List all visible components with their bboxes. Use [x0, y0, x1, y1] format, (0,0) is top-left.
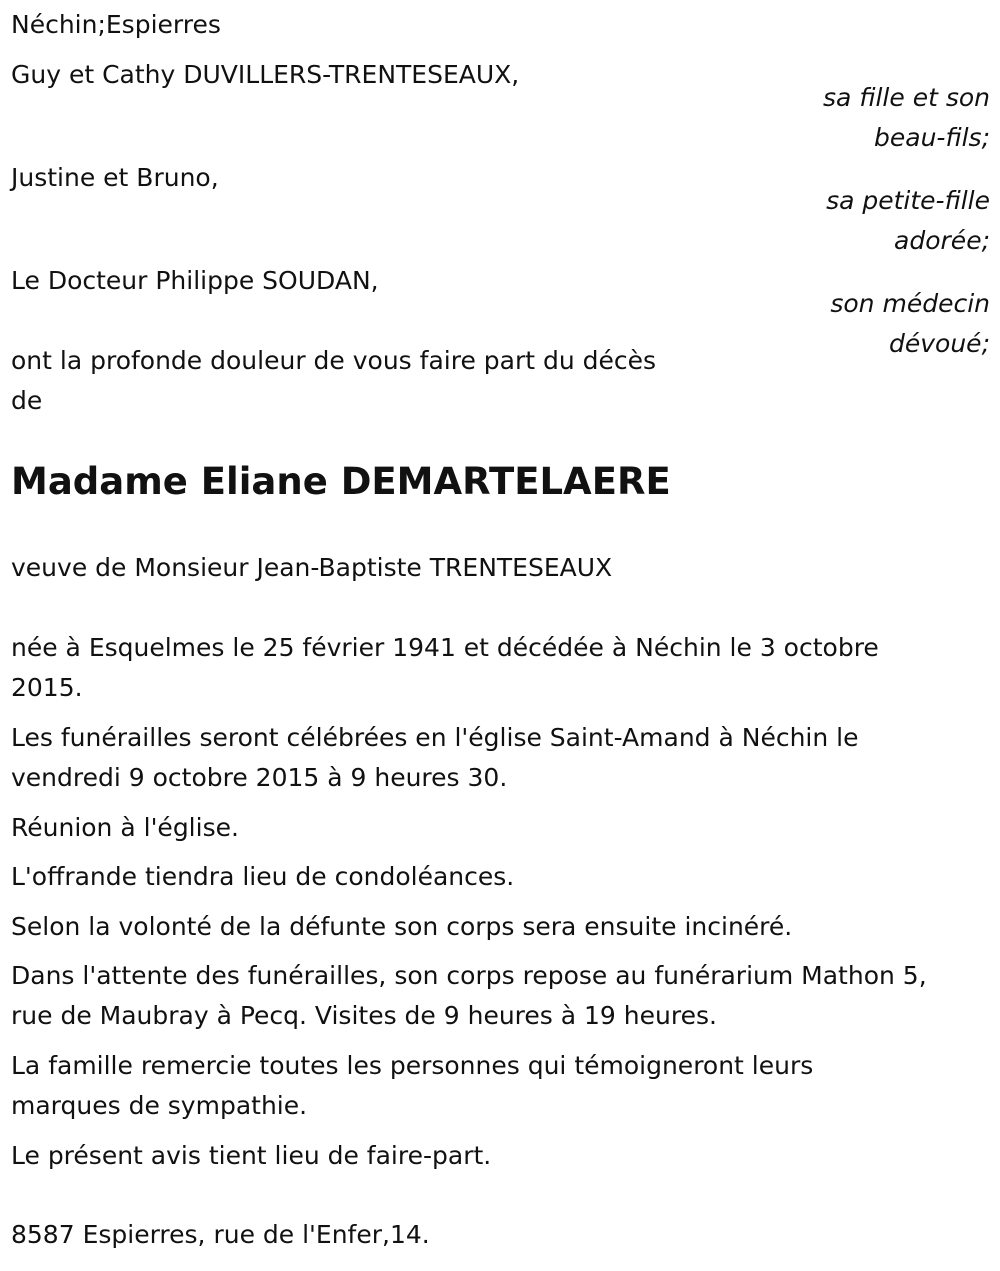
cremation-info: Selon la volonté de la défunte son corps sera ensuite incinéré.	[11, 912, 793, 941]
family-member-relation	[730, 284, 990, 364]
announcement-line: de	[11, 386, 43, 415]
deceased-name: Madame Eliane DEMARTELAERE	[11, 460, 671, 503]
resting-place-info	[11, 956, 986, 1036]
relation-line: beau-fils;	[874, 123, 990, 152]
text-line: née à Esquelmes le 25 février 1941 et décédée à Néchin le 3 octobre	[11, 633, 879, 662]
text-line: rue de Maubray à Pecq. Visites de 9 heures à 19 heures.	[11, 1001, 717, 1030]
location-header: Néchin;Espierres	[11, 10, 221, 39]
text-line: Dans l'attente des funérailles, son corps repose au funérarium Mathon 5,	[11, 961, 927, 990]
text-line: vendredi 9 octobre 2015 à 9 heures 30.	[11, 763, 508, 792]
relation-line: sa fille et son	[823, 83, 990, 112]
text-line: La famille remercie toutes les personnes qui témoigneront leurs	[11, 1051, 814, 1080]
offering-info: L'offrande tiendra lieu de condoléances.	[11, 862, 515, 891]
announcement-line: ont la profonde douleur de vous faire part du décès	[11, 346, 657, 375]
family-member-name: Guy et Cathy DUVILLERS-TRENTESEAUX,	[11, 60, 520, 89]
relation-line: sa petite-fille	[826, 186, 990, 215]
funeral-info	[11, 718, 986, 798]
relation-line: adorée;	[894, 226, 990, 255]
family-member-relation	[730, 78, 990, 158]
family-member-name: Justine et Bruno,	[11, 163, 219, 192]
text-line: 2015.	[11, 673, 83, 702]
relation-line: son médecin	[830, 289, 990, 318]
meeting-info: Réunion à l'église.	[11, 813, 239, 842]
text-line: marques de sympathie.	[11, 1091, 308, 1120]
text-line: Les funérailles seront célébrées en l'église Saint-Amand à Néchin le	[11, 723, 859, 752]
address: 8587 Espierres, rue de l'Enfer,14.	[11, 1220, 430, 1249]
thanks-info	[11, 1046, 986, 1126]
announcement-text	[11, 341, 656, 421]
family-member-relation	[730, 181, 990, 261]
birth-death-info	[11, 628, 986, 708]
notice-text: Le présent avis tient lieu de faire-part.	[11, 1141, 492, 1170]
relation-line: dévoué;	[889, 329, 990, 358]
widow-of: veuve de Monsieur Jean-Baptiste TRENTESEAUX	[11, 553, 613, 582]
family-member-name: Le Docteur Philippe SOUDAN,	[11, 266, 379, 295]
